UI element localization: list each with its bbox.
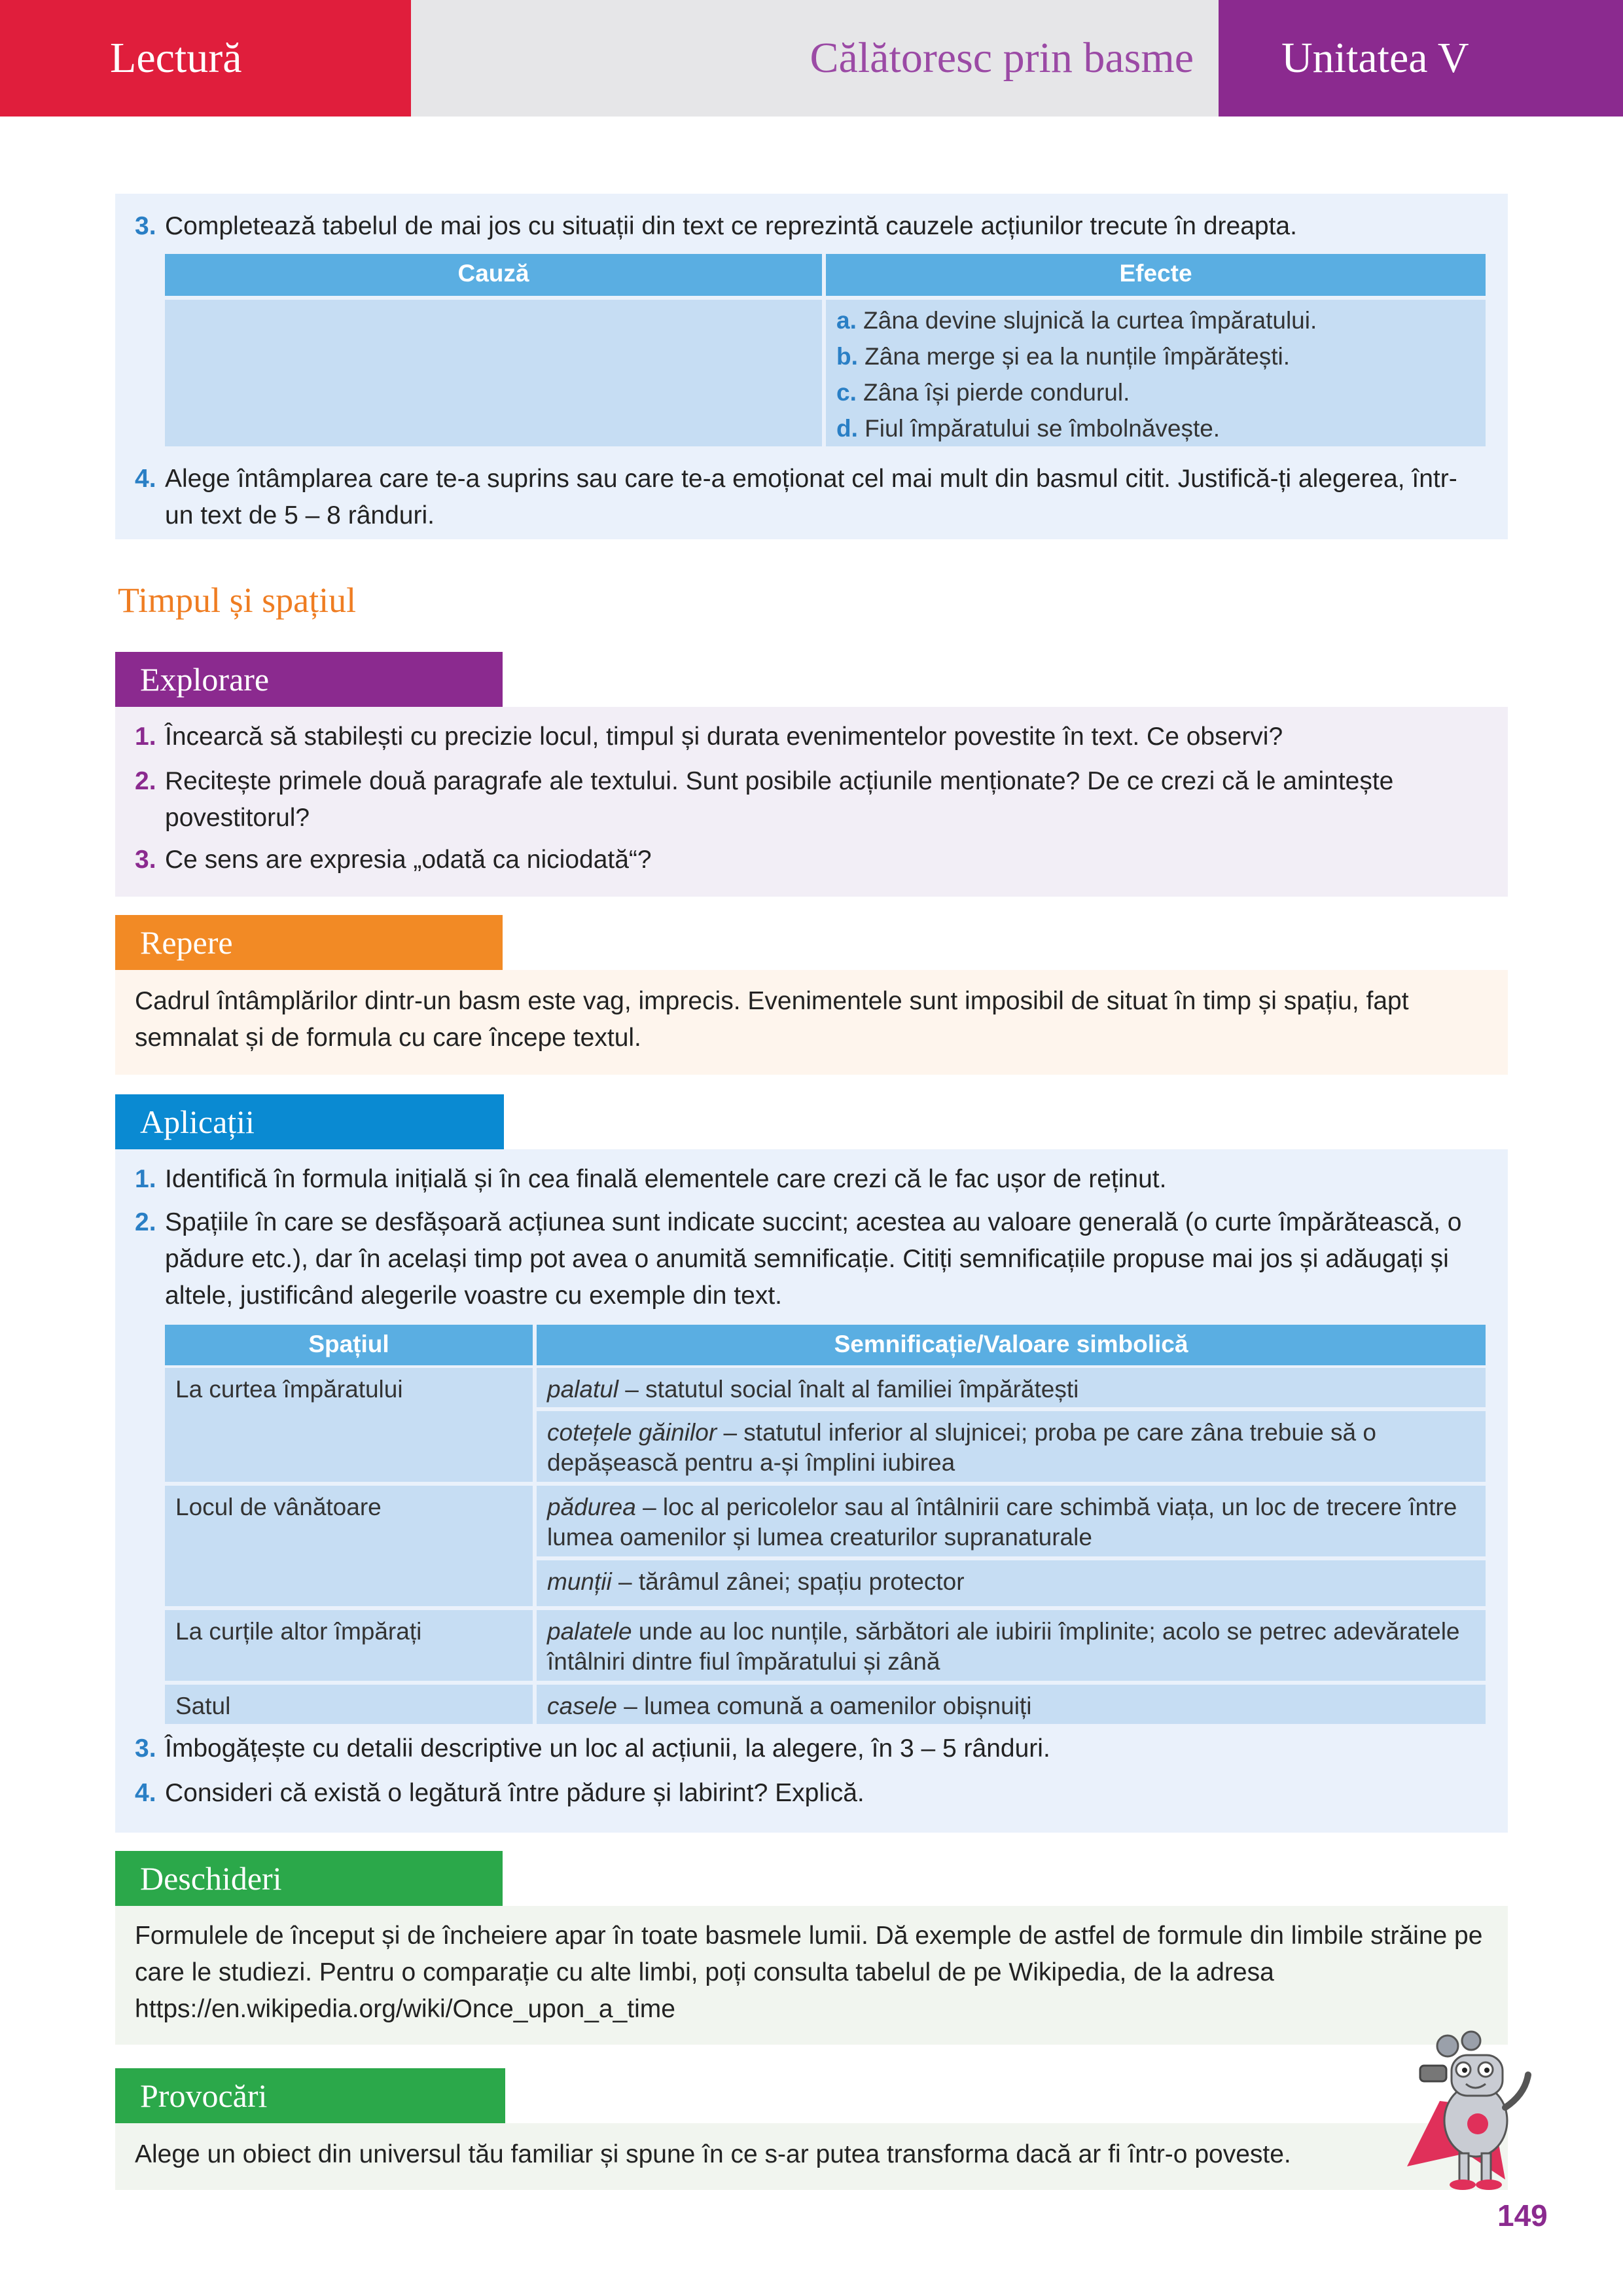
table-header-cause: Cauză <box>165 254 822 296</box>
explorare-label: Explorare <box>115 652 503 707</box>
wikipedia-link[interactable]: https://en.wikipedia.org/wiki/Once_upon_a_time <box>135 1995 675 2023</box>
table-row-space: Satul <box>165 1685 533 1724</box>
explorare-item-3: 3. Ce sens are expresia „odată ca niciodată“? <box>135 846 652 874</box>
item-text: Completează tabelul de mai jos cu situații din text ce reprezintă cauzele acțiunilor trecute în dreapta. <box>165 212 1297 240</box>
effects-cell <box>826 300 1486 446</box>
table-row-meaning: pădurea – loc al pericolelor sau al întâlnirii care schimbă viața, un loc de trecere între lumea oamenilor și lumea creaturilor supranaturale <box>537 1486 1486 1556</box>
repere-label: Repere <box>115 915 503 970</box>
space-meaning-table <box>165 1325 1486 1717</box>
repere-box <box>115 970 1508 1075</box>
header-right-label: Unitatea V <box>1281 34 1469 82</box>
exercise-box-top <box>115 194 1508 539</box>
table-header-effects: Efecte <box>826 254 1486 296</box>
header-chapter-title <box>411 0 1219 117</box>
deschideri-box <box>115 1906 1508 2045</box>
deschideri-text: Formulele de început și de încheiere apar în toate basmele lumii. Dă exemple de astfel de formule din limbile străine pe care le studiezi. Pentru o comparație cu alte limbi, poți consulta tabelul de pe Wikipedia, de la adresa https://en.wikipedia.org/wiki/Once_upon_a_time <box>135 1922 1483 2023</box>
table-row-space: La curtea împăratului <box>165 1368 533 1482</box>
aplicatii-label: Aplicații <box>115 1094 504 1149</box>
table-row-meaning: palatele unde au loc nunțile, sărbători ale iubirii împlinite; acolo se petrec adevăratele întâlniri dintre fiul împăratului și zână <box>537 1610 1486 1681</box>
exercise-item-3 <box>135 208 1483 245</box>
item-number: 4. <box>135 465 156 493</box>
aplicatii-item-4: 4. Consideri că există o legătură între pădure și labirint? Explică. <box>135 1779 865 1807</box>
explorare-box <box>115 707 1508 897</box>
table-row-space: Locul de vânătoare <box>165 1486 533 1606</box>
provocari-label: Provocări <box>115 2068 505 2123</box>
table-row-meaning: casele – lumea comună a oamenilor obișnuiți <box>537 1685 1486 1724</box>
cause-input-cell[interactable] <box>165 300 822 446</box>
explorare-item-2: 2. Recitește primele două paragrafe ale textului. Sunt posibile acțiunile menționate? De ce crezi că le amintește povestitorul? <box>135 767 1394 832</box>
explorare-item-1: 1. Încearcă să stabilești cu precizie locul, timpul și durata evenimentelor povestite în text. Ce observi? <box>135 723 1283 751</box>
effect-item: a. Zâna devine slujnică la curtea împăratului. <box>836 307 1317 334</box>
header-section-lectura <box>0 0 411 117</box>
table-header-space: Spațiul <box>165 1325 533 1365</box>
cause-effect-table <box>165 254 1486 446</box>
header-middle-label: Călătoresc prin basme <box>810 34 1194 82</box>
repere-text: Cadrul întâmplărilor dintr-un basm este vag, imprecis. Evenimentele sunt imposibil de situat în timp și spațiu, fapt semnalat și de formula cu care începe textul. <box>135 987 1409 1052</box>
page-number: 149 <box>1497 2198 1548 2233</box>
effect-item: b. Zâna merge și ea la nunțile împărătești. <box>836 343 1291 370</box>
aplicatii-item-2: 2. Spațiile în care se desfășoară acțiunea sunt indicate succint; acestea au valoare generală (o curte împărătească, o pădure etc.), dar în același timp pot avea o anumită semnificație. Citiți semnificațiile propuse mai jos și adăugați și altele, justificând alegerile voastre cu exemple din text. <box>135 1208 1462 1310</box>
provocari-box <box>115 2123 1508 2190</box>
table-row-meaning: palatul – statutul social înalt al familiei împărătești <box>537 1368 1486 1407</box>
table-row-meaning: cotețele găinilor – statutul inferior al slujnicei; proba pe care zâna trebuie să o depășească pentru a-și împlini iubirea <box>537 1411 1486 1482</box>
aplicatii-item-3: 3. Îmbogățește cu detalii descriptive un loc al acțiunii, la alegere, în 3 – 5 rânduri. <box>135 1734 1050 1763</box>
deschideri-label: Deschideri <box>115 1851 503 1906</box>
exercise-item-4 <box>135 461 1483 529</box>
aplicatii-box <box>115 1149 1508 1833</box>
item-text: Alege întâmplarea care te-a suprins sau care te-a emoționat cel mai mult din basmul citit. Justifică-ți alegerea, într-un text de 5 – 8 rânduri. <box>165 465 1457 529</box>
aplicatii-item-1: 1. Identifică în formula inițială și în cea finală elementele care crezi că le fac ușor de reținut. <box>135 1165 1167 1193</box>
table-header-meaning: Semnificație/Valoare simbolică <box>537 1325 1486 1365</box>
effect-item: d. Fiul împăratului se îmbolnăvește. <box>836 415 1221 442</box>
table-row-space: La curțile altor împărați <box>165 1610 533 1681</box>
header-unit <box>1219 0 1623 117</box>
provocari-text: Alege un obiect din universul tău familiar și spune în ce s-ar putea transforma dacă ar fi într-o poveste. <box>135 2140 1291 2168</box>
table-row-meaning: munții – tărâmul zânei; spațiu protector <box>537 1560 1486 1606</box>
superhero-film-camera-mascot-icon <box>1394 2029 1551 2193</box>
effect-item: c. Zâna își pierde condurul. <box>836 379 1130 406</box>
section-title: Timpul și spațiul <box>118 581 357 620</box>
header-left-label: Lectură <box>110 34 242 82</box>
item-number: 3. <box>135 212 156 240</box>
